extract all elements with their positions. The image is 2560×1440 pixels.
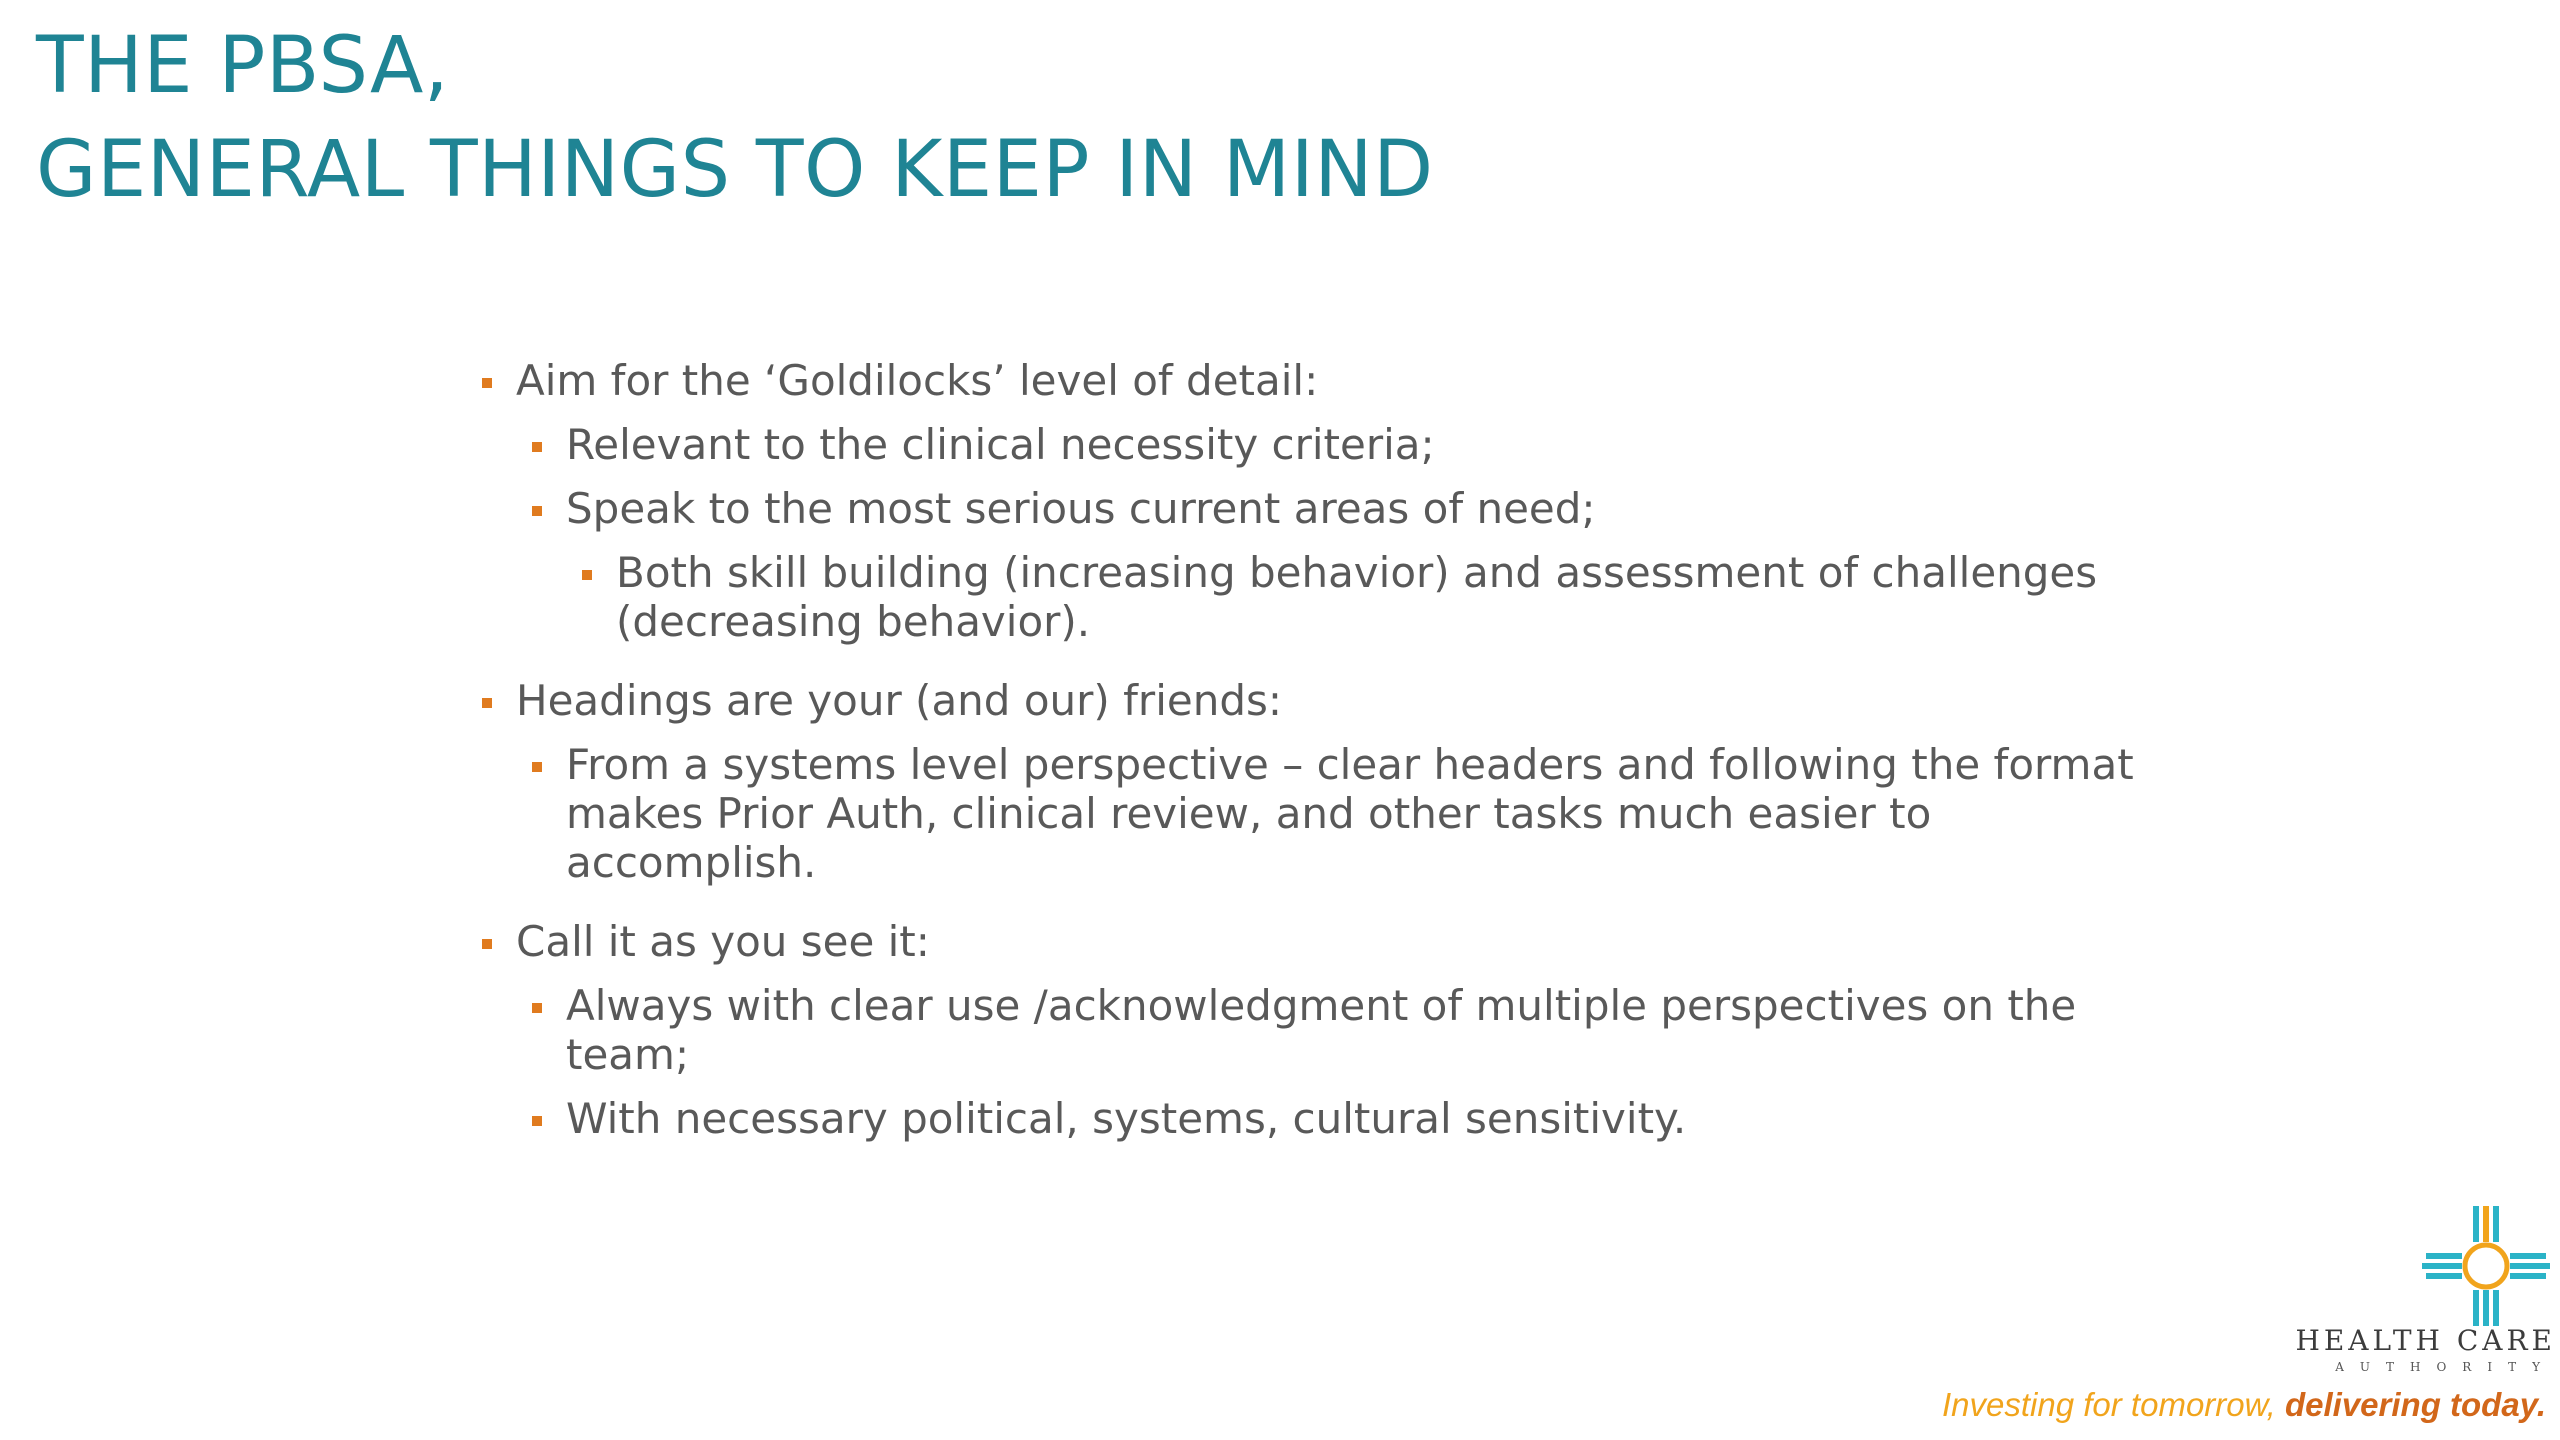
sub-bullet-item [470, 420, 2190, 469]
logo-name: HEALTH CARE [2295, 1324, 2556, 1357]
bullet-group [470, 676, 2190, 887]
bullet-item [470, 356, 2190, 405]
tagline-part-1: Investing for tomorrow, [1942, 1386, 2285, 1423]
bullet-group [470, 356, 2190, 646]
bullet-marker-icon [482, 378, 492, 388]
sub-bullet-item [470, 981, 2190, 1079]
bullet-text: Both skill building (increasing behavior) and assessment of challenges (decreasing behavior). [616, 548, 2098, 646]
bullet-marker-icon [532, 1116, 542, 1126]
bullet-text: From a systems level perspective – clear headers and following the format makes Prior Auth, clinical review, and other tasks much easier to accomplish. [566, 740, 2134, 887]
logo-tagline [1942, 1386, 2546, 1424]
bullet-marker-icon [532, 762, 542, 772]
bullet-marker-icon [532, 442, 542, 452]
bullet-text: Headings are your (and our) friends: [516, 676, 1283, 725]
sub-bullet-item [470, 740, 2190, 887]
slide-title-line-1: THE PBSA, [36, 21, 450, 111]
bullet-text: Relevant to the clinical necessity criteria; [566, 420, 1435, 469]
bullet-marker-icon [532, 506, 542, 516]
bullet-list [470, 356, 2190, 1143]
bullet-marker-icon [532, 1003, 542, 1013]
logo-subname: AUTHORITY [2335, 1360, 2556, 1374]
bullet-marker-icon [482, 939, 492, 949]
bullet-marker-icon [582, 570, 592, 580]
bullet-text: With necessary political, systems, cultural sensitivity. [566, 1094, 1687, 1143]
bullet-text: Speak to the most serious current areas of need; [566, 484, 1596, 533]
bullet-group [470, 917, 2190, 1143]
bullet-text: Always with clear use /acknowledgment of multiple perspectives on the team; [566, 981, 2077, 1079]
slide-title-line-2: GENERAL THINGS TO KEEP IN MIND [36, 125, 1434, 215]
sub-bullet-item [470, 484, 2190, 533]
bullet-item [470, 917, 2190, 966]
bullet-item [470, 676, 2190, 725]
bullet-marker-icon [482, 698, 492, 708]
bullet-text: Aim for the ‘Goldilocks’ level of detail: [516, 356, 1319, 405]
sub-bullet-item [470, 1094, 2190, 1143]
zia-sun-symbol-icon [1896, 1206, 2556, 1326]
bullet-text: Call it as you see it: [516, 917, 930, 966]
sub-sub-bullet-item [470, 548, 2190, 646]
health-care-authority-logo [1896, 1210, 2556, 1440]
tagline-part-2: delivering today. [2284, 1386, 2546, 1423]
slide-title [36, 14, 1434, 222]
